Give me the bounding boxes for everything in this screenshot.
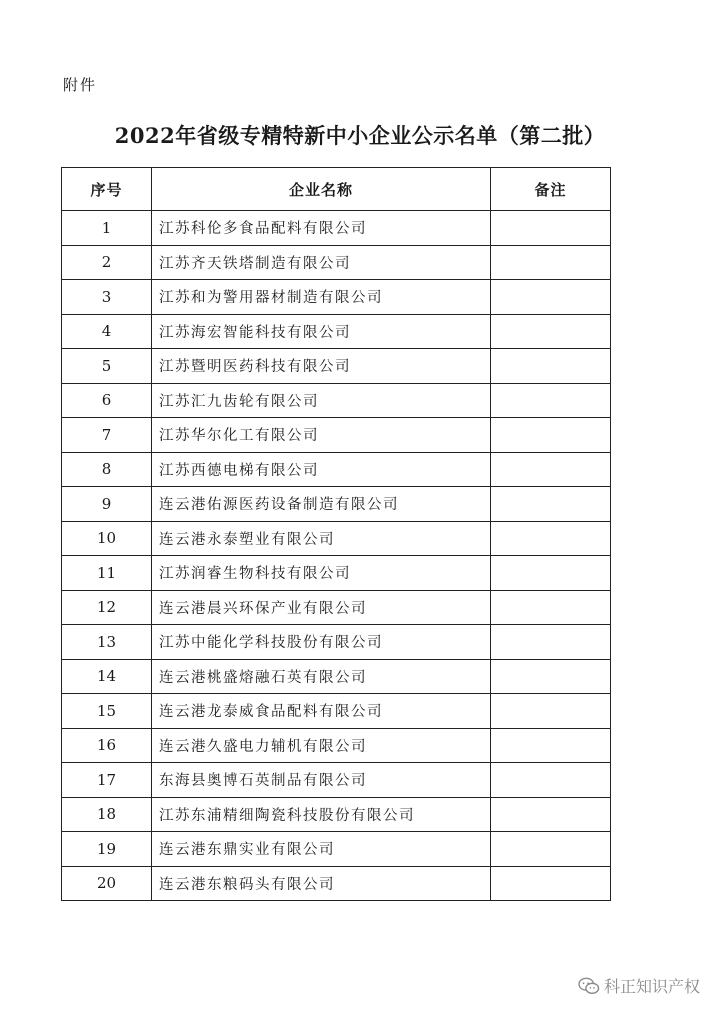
row-company-name: 江苏汇九齿轮有限公司 bbox=[152, 383, 491, 418]
table-row bbox=[62, 418, 611, 453]
row-company-name: 江苏西德电梯有限公司 bbox=[152, 452, 491, 487]
column-header-seq: 序号 bbox=[62, 168, 152, 211]
row-remark bbox=[491, 280, 611, 315]
page-title: 2022年省级专精特新中小企业公示名单（第二批） bbox=[114, 123, 606, 148]
table-row bbox=[62, 314, 611, 349]
watermark-text: 科正知识产权 bbox=[603, 977, 700, 996]
row-seq: 11 bbox=[62, 556, 152, 591]
row-seq: 7 bbox=[62, 418, 152, 453]
row-remark bbox=[491, 383, 611, 418]
row-company-name: 连云港晨兴环保产业有限公司 bbox=[152, 590, 491, 625]
row-company-name: 江苏中能化学科技股份有限公司 bbox=[152, 625, 491, 660]
table-header-row bbox=[62, 168, 611, 211]
row-company-name: 连云港龙泰威食品配料有限公司 bbox=[152, 694, 491, 729]
row-seq: 10 bbox=[62, 521, 152, 556]
row-remark bbox=[491, 211, 611, 246]
row-remark bbox=[491, 659, 611, 694]
row-seq: 9 bbox=[62, 487, 152, 522]
table-row bbox=[62, 556, 611, 591]
watermark bbox=[578, 974, 700, 997]
row-remark bbox=[491, 521, 611, 556]
row-company-name: 江苏暨明医药科技有限公司 bbox=[152, 349, 491, 384]
row-remark bbox=[491, 590, 611, 625]
row-seq: 14 bbox=[62, 659, 152, 694]
row-company-name: 江苏润睿生物科技有限公司 bbox=[152, 556, 491, 591]
row-company-name: 连云港东粮码头有限公司 bbox=[152, 866, 491, 901]
row-remark bbox=[491, 556, 611, 591]
table-row bbox=[62, 211, 611, 246]
row-seq: 13 bbox=[62, 625, 152, 660]
table-row bbox=[62, 659, 611, 694]
row-remark bbox=[491, 349, 611, 384]
row-remark bbox=[491, 487, 611, 522]
row-seq: 17 bbox=[62, 763, 152, 798]
row-remark bbox=[491, 245, 611, 280]
table-row bbox=[62, 452, 611, 487]
row-seq: 5 bbox=[62, 349, 152, 384]
table-row bbox=[62, 487, 611, 522]
company-table bbox=[61, 167, 611, 901]
row-seq: 12 bbox=[62, 590, 152, 625]
row-seq: 4 bbox=[62, 314, 152, 349]
table-row bbox=[62, 280, 611, 315]
table-row bbox=[62, 694, 611, 729]
row-remark bbox=[491, 866, 611, 901]
row-seq: 2 bbox=[62, 245, 152, 280]
row-company-name: 江苏齐天铁塔制造有限公司 bbox=[152, 245, 491, 280]
table-row bbox=[62, 625, 611, 660]
table-row bbox=[62, 245, 611, 280]
table-row bbox=[62, 728, 611, 763]
table-row bbox=[62, 866, 611, 901]
row-seq: 8 bbox=[62, 452, 152, 487]
row-remark bbox=[491, 797, 611, 832]
row-remark bbox=[491, 452, 611, 487]
wechat-icon bbox=[578, 976, 600, 996]
row-company-name: 东海县奥博石英制品有限公司 bbox=[152, 763, 491, 798]
row-seq: 16 bbox=[62, 728, 152, 763]
row-company-name: 连云港东鼎实业有限公司 bbox=[152, 832, 491, 867]
row-remark bbox=[491, 832, 611, 867]
table-row bbox=[62, 590, 611, 625]
row-remark bbox=[491, 625, 611, 660]
column-header-remark: 备注 bbox=[491, 168, 611, 211]
table-row bbox=[62, 763, 611, 798]
attachment-label: 附件 bbox=[63, 76, 98, 94]
row-company-name: 连云港桃盛熔融石英有限公司 bbox=[152, 659, 491, 694]
table-row bbox=[62, 832, 611, 867]
row-company-name: 江苏华尔化工有限公司 bbox=[152, 418, 491, 453]
row-seq: 15 bbox=[62, 694, 152, 729]
row-seq: 19 bbox=[62, 832, 152, 867]
row-remark bbox=[491, 728, 611, 763]
row-seq: 18 bbox=[62, 797, 152, 832]
row-seq: 3 bbox=[62, 280, 152, 315]
row-seq: 20 bbox=[62, 866, 152, 901]
row-company-name: 江苏和为警用器材制造有限公司 bbox=[152, 280, 491, 315]
table-row bbox=[62, 349, 611, 384]
row-company-name: 江苏东浦精细陶瓷科技股份有限公司 bbox=[152, 797, 491, 832]
row-company-name: 连云港久盛电力辅机有限公司 bbox=[152, 728, 491, 763]
row-remark bbox=[491, 694, 611, 729]
table-row bbox=[62, 797, 611, 832]
row-remark bbox=[491, 763, 611, 798]
row-company-name: 连云港佑源医药设备制造有限公司 bbox=[152, 487, 491, 522]
row-remark bbox=[491, 418, 611, 453]
row-company-name: 江苏科伦多食品配料有限公司 bbox=[152, 211, 491, 246]
table-body bbox=[62, 211, 611, 901]
row-company-name: 连云港永泰塑业有限公司 bbox=[152, 521, 491, 556]
row-remark bbox=[491, 314, 611, 349]
column-header-name: 企业名称 bbox=[152, 168, 491, 211]
row-seq: 6 bbox=[62, 383, 152, 418]
row-seq: 1 bbox=[62, 211, 152, 246]
table-row bbox=[62, 383, 611, 418]
table-row bbox=[62, 521, 611, 556]
row-company-name: 江苏海宏智能科技有限公司 bbox=[152, 314, 491, 349]
